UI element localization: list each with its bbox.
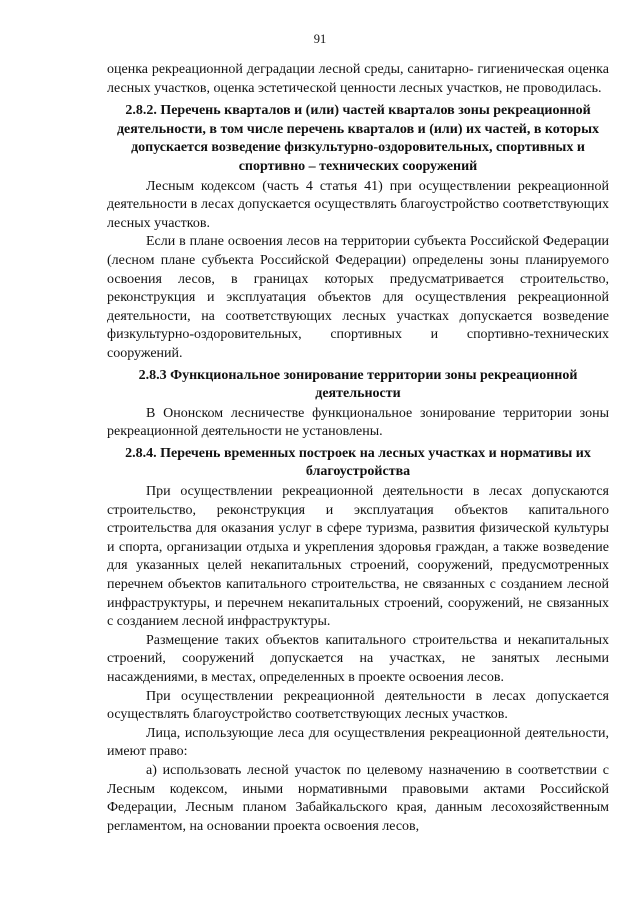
page-body [107, 61, 609, 836]
paragraph: В Ононском лесничестве функциональное зонирование территории зоны рекреационной деятельности не установлены. [107, 405, 609, 440]
paragraph: оценка рекреационной деградации лесной среды, санитарно- гигиеническая оценка лесных участков, оценка эстетической ценности лесных участков, не проводилась. [107, 62, 609, 96]
paragraph: Лица, использующие леса для осуществления рекреационной деятельности, имеют право: [107, 725, 609, 760]
paragraph: При осуществлении рекреационной деятельности в лесах допускаются строительство, реконструкция и эксплуатация объектов капитального строительства для оказания услуг в сфере туризма, развития физической культуры и спорта, организации отдыха и укрепления здоровья граждан, а также возведение для указанных целей некапитальных строений, сооружений, предусмотренных перечнем объектов капитального строительства, не связанных с созданием лесной инфраструктуры, и перечнем некапитальных строений, сооружений, не связанных с созданием лесной инфраструктуры. [107, 484, 609, 630]
paragraph: а) использовать лесной участок по целевому назначению в соответствии с Лесным кодексом, иными нормативными правовыми актами Российской Федерации, Лесным планом Забайкальского края, данным лесохозяйственным регламентом, на основании проекта освоения лесов, [107, 762, 609, 834]
paragraph: При осуществлении рекреационной деятельности в лесах допускается осуществлять благоустройство соответствующих лесных участков. [107, 688, 609, 723]
paragraph: Размещение таких объектов капитального строительства и некапитальных строений, сооружений допускается на участках, не занятых лесными насаждениями, в местах, определенных в проекте освоения лесов. [107, 632, 609, 685]
paragraph: Лесным кодексом (часть 4 статья 41) при осуществлении рекреационной деятельности в лесах допускается осуществлять благоустройство соответствующих лесных участков. [107, 178, 609, 231]
section-heading-2-8-3: 2.8.3 Функциональное зонирование территории зоны рекреационной деятельности [138, 367, 578, 402]
paragraph: Если в плане освоения лесов на территории субъекта Российской Федерации (лесном плане субъекта Российской Федерации) определены зоны планируемого освоения лесов, в границах которых предусматривается строительство, реконструкция и эксплуатация объектов для осуществления рекреационной деятельности, на соответствующих лесных участках допускается возведение физкультурно-оздоровительных, спортивных и спортивно-технических сооружений. [107, 234, 609, 361]
page-number: 91 [313, 32, 327, 46]
section-heading-2-8-4: 2.8.4. Перечень временных построек на лесных участках и нормативы их благоустройства [125, 445, 591, 480]
section-heading-2-8-2: 2.8.2. Перечень кварталов и (или) частей кварталов зоны рекреационной деятельности, в том числе перечень кварталов и (или) их частей, в которых допускается возведение физкультурно-оздоровительных, спортивных и спортивно – технических сооружений [116, 103, 600, 174]
